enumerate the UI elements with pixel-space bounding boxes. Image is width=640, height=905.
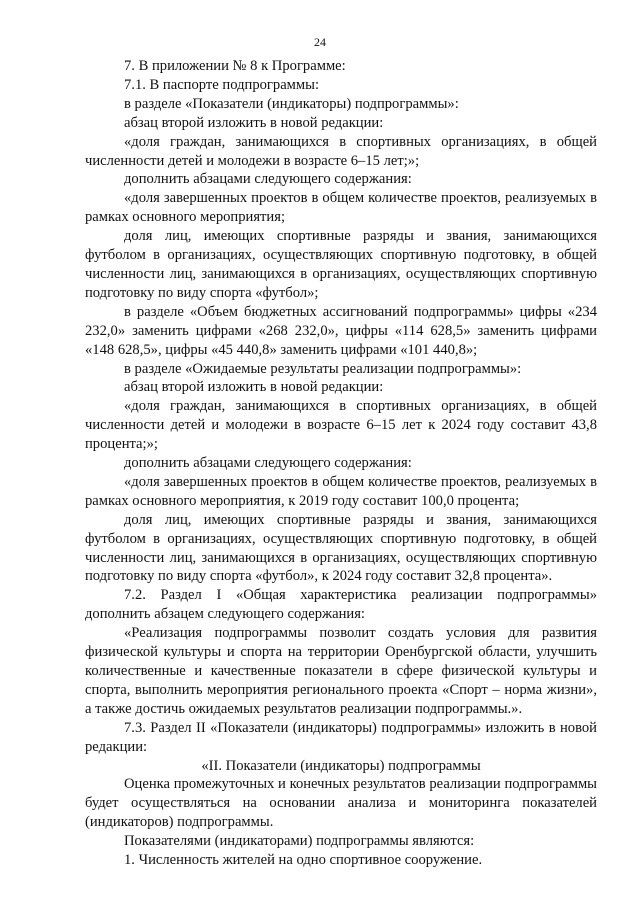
paragraph: дополнить абзацами следующего содержания: [124, 455, 412, 472]
paragraph: 7.2. Раздел I «Общая характеристика реализации подпрограммы» дополнить абзацем следующего содержания: [85, 587, 597, 623]
paragraph: дополнить абзацами следующего содержания: [124, 171, 412, 188]
paragraph: Показателями (индикаторами) подпрограммы являются: [124, 833, 475, 850]
paragraph: «доля граждан, занимающихся в спортивных организациях, в общей численности детей и молодежи в возрасте 6–15 лет;»; [85, 133, 597, 169]
paragraph: «Реализация подпрограммы позволит создать условия для развития физической культуры и спорта на территории Оренбургской области, улучшить количественные и качественные показатели в сфере физической культуры и спорта, выполнить мероприятия регионального проекта «Спорт – норма жизни», а также достичь ожидаемых результатов реализации подпрограммы.». [85, 625, 597, 717]
paragraph: «доля завершенных проектов в общем количестве проектов, реализуемых в рамках основного мероприятия, к 2019 году составит 100,0 процента; [85, 473, 597, 509]
paragraph: 7.3. Раздел II «Показатели (индикаторы) подпрограммы» изложить в новой редакции: [85, 719, 597, 755]
section-heading: «II. Показатели (индикаторы) подпрограммы [201, 757, 481, 774]
paragraph: 7. В приложении № 8 к Программе: [124, 58, 346, 74]
paragraph: в разделе «Объем бюджетных ассигнований подпрограммы» цифры «234 232,0» заменить цифрами «268 232,0», цифры «114 628,5» заменить цифрами «148 628,5», цифры «45 440,8» заменить цифрами «101 440,8»; [85, 303, 597, 358]
paragraph: абзац второй изложить в новой редакции: [124, 379, 384, 396]
paragraph: Оценка промежуточных и конечных результатов реализации подпрограммы будет осуществляться на основании анализа и мониторинга показателей (индикаторов) подпрограммы. [85, 776, 597, 831]
paragraph: 7.1. В паспорте подпрограммы: [124, 76, 320, 93]
paragraph: доля лиц, имеющих спортивные разряды и звания, занимающихся футболом в организациях, осуществляющих спортивную подготовку, в общей численности лиц, занимающихся в организациях, осуществляющих спортивную подготовку по виду спорта «футбол», к 2024 году составит 32,8 процента». [85, 511, 597, 585]
paragraph: «доля завершенных проектов в общем количестве проектов, реализуемых в рамках основного мероприятия; [85, 190, 597, 226]
paragraph: доля лиц, имеющих спортивные разряды и звания, занимающихся футболом в организациях, осуществляющих спортивную подготовку, в общей численности лиц, занимающихся в организациях, осуществляющих спортивную подготовку по виду спорта «футбол»; [85, 228, 597, 301]
paragraph: абзац второй изложить в новой редакции: [124, 114, 384, 131]
paragraph: в разделе «Ожидаемые результаты реализации подпрограммы»: [124, 360, 522, 377]
paragraph: 1. Численность жителей на одно спортивное сооружение. [124, 852, 483, 869]
paragraph: в разделе «Показатели (индикаторы) подпрограммы»: [124, 95, 459, 112]
document-body [85, 57, 597, 870]
paragraph: «доля граждан, занимающихся в спортивных организациях, в общей численности детей и молодежи в возрасте 6–15 лет к 2024 году составит 43,8 процента;»; [85, 398, 597, 453]
page-number: 24 [314, 35, 326, 49]
